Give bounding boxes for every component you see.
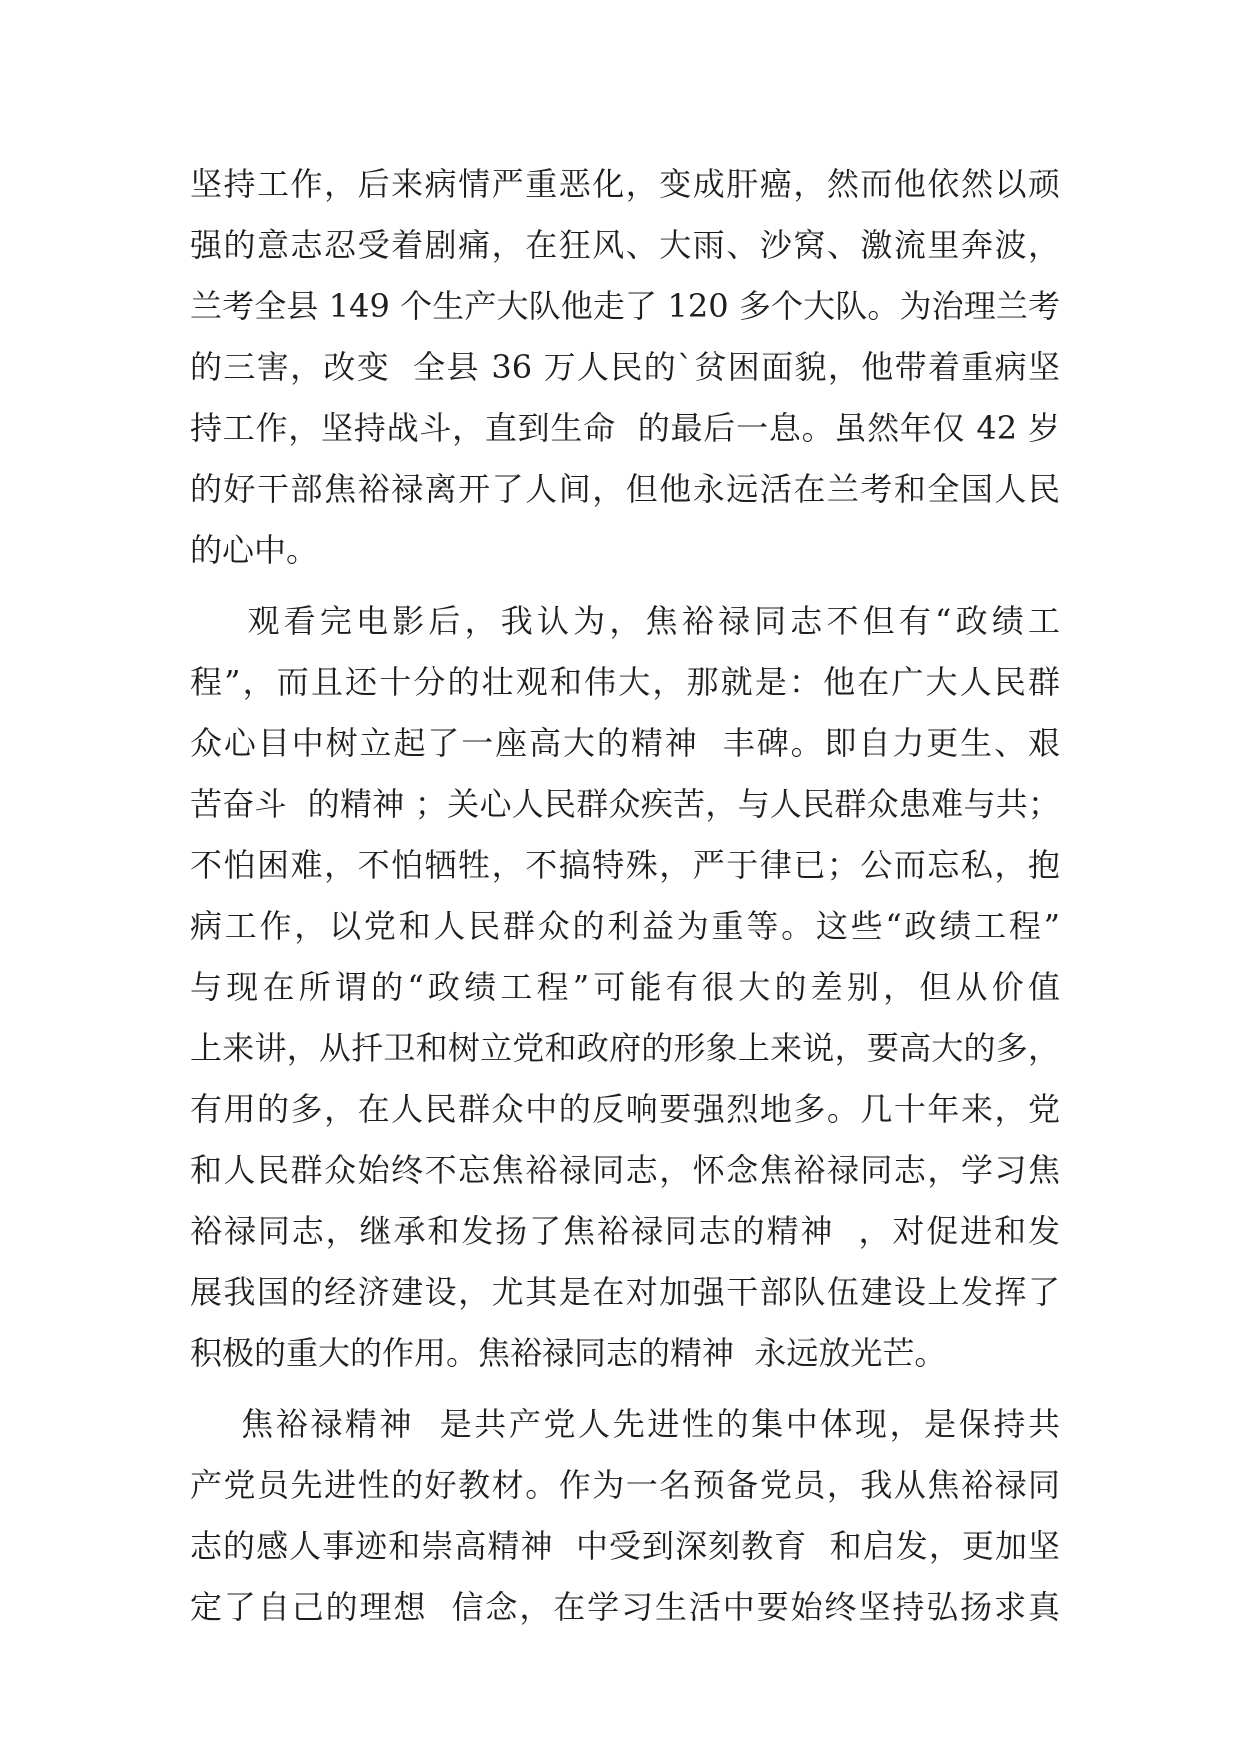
text-line: 持工作，坚持战斗，直到生命 的最后一息。虽然年仅 42 岁 [190,409,1060,447]
text-line: 程”，而且还十分的壮观和伟大，那就是：他在广大人民群 [190,663,1060,701]
body-text [190,154,1060,1638]
text-line: 积极的重大的作用。焦裕禄同志的精神 永远放光芒。 [190,1334,947,1372]
paragraph [190,1394,1060,1638]
text-line: 展我国的经济建设，尤其是在对加强干部队伍建设上发挥了 [190,1273,1060,1311]
text-line: 焦裕禄精神 是共产党人先进性的集中体现，是保持共 [190,1405,1060,1443]
text-line: 与现在所谓的“政绩工程”可能有很大的差别，但从价值 [190,968,1060,1006]
paragraph [190,154,1060,581]
text-line: 志的感人事迹和崇高精神 中受到深刻教育 和启发，更加坚 [190,1527,1060,1565]
text-line: 众心目中树立起了一座高大的精神 丰碑。即自力更生、艰 [190,724,1060,762]
text-line: 的心中。 [190,531,319,569]
text-line: 兰考全县 149 个生产大队他走了 120 多个大队。为治理兰考 [190,287,1060,325]
text-line: 产党员先进性的好教材。作为一名预备党员，我从焦裕禄同 [190,1466,1060,1504]
text-line: 不怕困难，不怕牺牲，不搞特殊，严于律已；公而忘私，抱 [190,846,1060,884]
text-line: 强的意志忍受着剧痛，在狂风、大雨、沙窝、激流里奔波， [190,226,1060,264]
text-line: 苦奋斗 的精神 ；关心人民群众疾苦，与人民群众患难与共； [190,785,1060,823]
text-line: 定了自己的理想 信念，在学习生活中要始终坚持弘扬求真 [190,1588,1060,1626]
text-line: 坚持工作，后来病情严重恶化，变成肝癌，然而他依然以顽 [190,165,1060,203]
text-line: 裕禄同志，继承和发扬了焦裕禄同志的精神 ，对促进和发 [190,1212,1060,1250]
text-line: 病工作，以党和人民群众的利益为重等。这些“政绩工程” [190,907,1060,945]
text-line: 的三害，改变 全县 36 万人民的`贫困面貌，他带着重病坚 [190,348,1060,386]
text-line: 和人民群众始终不忘焦裕禄同志，怀念焦裕禄同志，学习焦 [190,1151,1060,1189]
text-line: 上来讲，从扦卫和树立党和政府的形象上来说，要高大的多， [190,1029,1060,1067]
text-line: 观看完电影后，我认为，焦裕禄同志不但有“政绩工 [190,602,1060,640]
text-line: 有用的多，在人民群众中的反响要强烈地多。几十年来，党 [190,1090,1060,1128]
paragraph [190,591,1060,1384]
text-line: 的好干部焦裕禄离开了人间，但他永远活在兰考和全国人民 [190,470,1060,508]
